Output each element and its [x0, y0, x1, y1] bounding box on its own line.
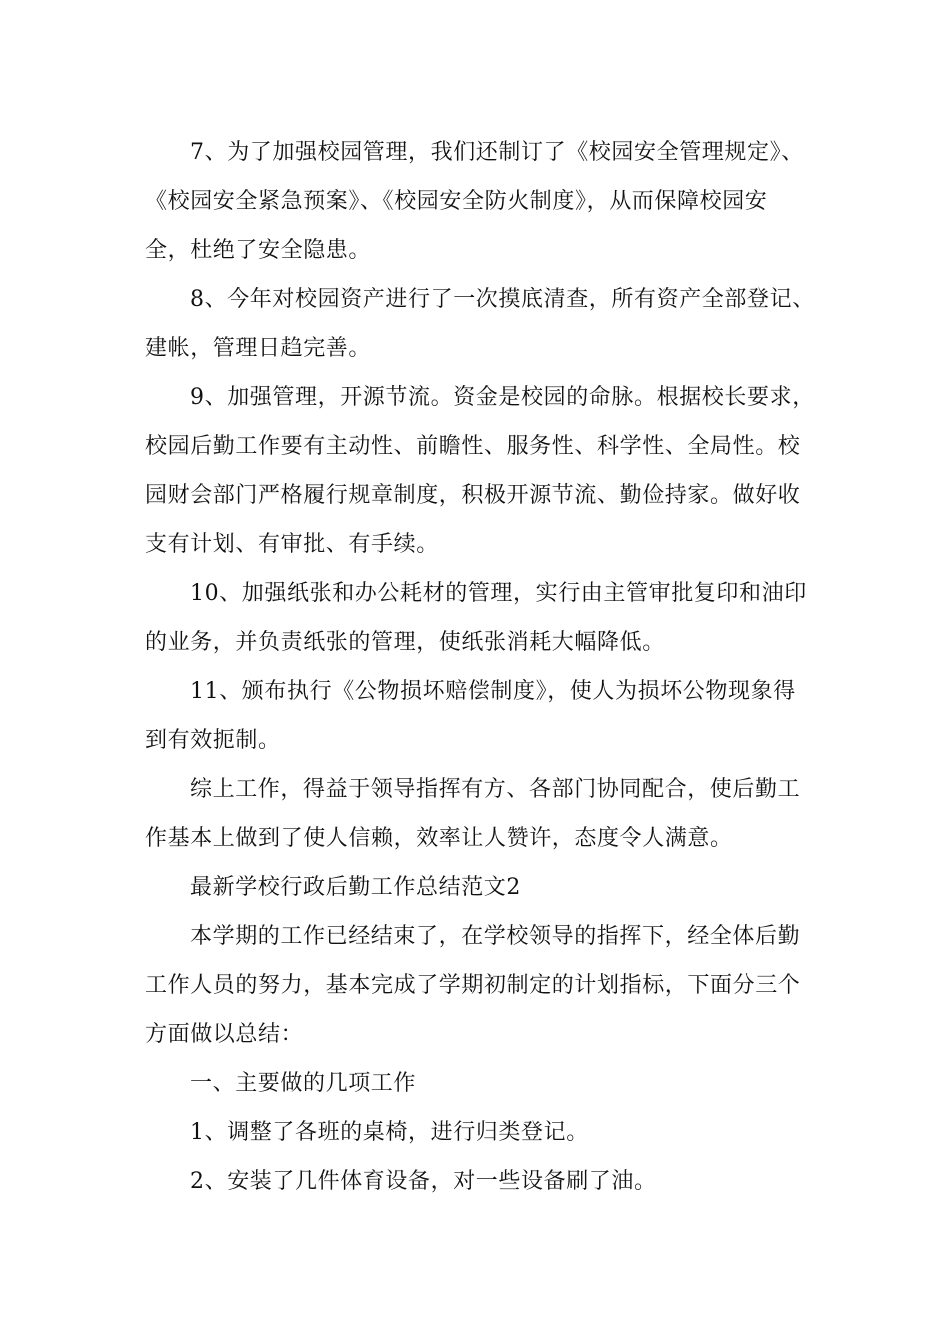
section-heading: 最新学校行政后勤工作总结范文2 [190, 875, 521, 900]
paragraph-line: 到有效扼制。 [145, 728, 281, 753]
paragraph-line: 园财会部门严格履行规章制度，积极开源节流、勤俭持家。做好收 [145, 483, 801, 508]
document-body [145, 128, 815, 1206]
paragraph-line: 1、调整了各班的桌椅，进行归类登记。 [190, 1120, 589, 1145]
subsection-heading: 一、主要做的几项工作 [190, 1071, 417, 1096]
paragraph-line: 建帐，管理日趋完善。 [145, 336, 372, 361]
paragraph-line: 综上工作，得益于领导指挥有方、各部门协同配合，使后勤工 [190, 777, 801, 802]
paragraph-line: 9、加强管理，开源节流。资金是校园的命脉。根据校长要求， [190, 385, 815, 410]
paragraph-line: 11、颁布执行《公物损坏赔偿制度》，使人为损坏公物现象得 [190, 679, 796, 704]
paragraph-line: 支有计划、有审批、有手续。 [145, 532, 439, 557]
paragraph-line: 2、安装了几件体育设备，对一些设备刷了油。 [190, 1169, 657, 1194]
paragraph-line: 校园后勤工作要有主动性、前瞻性、服务性、科学性、全局性。校 [145, 434, 801, 459]
paragraph-line: 方面做以总结： [145, 1022, 304, 1047]
paragraph-line: 的业务，并负责纸张的管理，使纸张消耗大幅降低。 [145, 630, 665, 655]
paragraph-line: 《校园安全紧急预案》、《校园安全防火制度》，从而保障校园安 [145, 189, 768, 214]
paragraph-line: 7、为了加强校园管理，我们还制订了《校园安全管理规定》、 [190, 140, 804, 165]
paragraph-line: 作基本上做到了使人信赖，效率让人赞许，态度令人满意。 [145, 826, 733, 851]
paragraph-line: 10、加强纸张和办公耗材的管理，实行由主管审批复印和油印 [190, 581, 807, 606]
paragraph-line: 工作人员的努力，基本完成了学期初制定的计划指标，下面分三个 [145, 973, 801, 998]
paragraph-line: 全，杜绝了安全隐患。 [145, 238, 372, 263]
paragraph-line: 8、今年对校园资产进行了一次摸底清查，所有资产全部登记、 [190, 287, 815, 312]
paragraph-line: 本学期的工作已经结束了，在学校领导的指挥下，经全体后勤 [190, 924, 801, 949]
